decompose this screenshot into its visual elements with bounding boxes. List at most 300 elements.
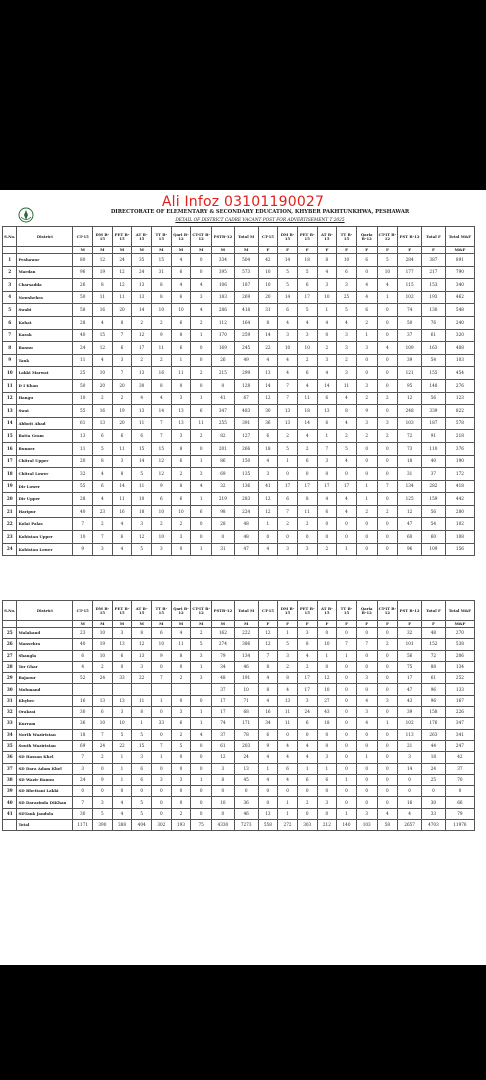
cell-ct-it-b-12: 1 bbox=[191, 455, 212, 468]
cell-qari-b-12: 3 bbox=[171, 531, 191, 544]
cell-tt-b-15: 11 bbox=[152, 342, 172, 355]
cell-ct-it-b-12: 0 bbox=[377, 752, 398, 763]
cell-qari-b-12: 11 bbox=[171, 639, 191, 650]
cell-dm-b-15: 6 bbox=[278, 763, 298, 774]
cell-total-f: 18 bbox=[422, 752, 446, 763]
cell-tt-b-15: 0 bbox=[337, 718, 357, 729]
cell-ct-it-b-12: 3 bbox=[191, 673, 212, 684]
total-row bbox=[3, 820, 475, 831]
column-header-total-f: Total F bbox=[422, 227, 446, 247]
cell-total-m-f: 172 bbox=[445, 468, 474, 481]
district-name: Bunner bbox=[17, 442, 73, 455]
serial-number: 28 bbox=[3, 661, 17, 672]
serial-number: 16 bbox=[3, 442, 17, 455]
cell-ct-15: 52 bbox=[73, 673, 93, 684]
table-row bbox=[3, 786, 475, 797]
cell-dm-b-15: 6 bbox=[278, 493, 298, 506]
serial-number: 23 bbox=[3, 531, 17, 544]
cell-pstb-12: 98 bbox=[212, 505, 235, 518]
subheader-cell: M bbox=[171, 247, 191, 254]
cell-ct-15: 58 bbox=[73, 304, 93, 317]
cell-qaria-b-12: 0 bbox=[356, 442, 377, 455]
cell-at-b-15: 4 bbox=[317, 316, 337, 329]
table-row bbox=[3, 480, 475, 493]
subheader-cell: M bbox=[191, 247, 212, 254]
cell-dm-b-15: 4 bbox=[93, 468, 113, 481]
cell-dm-b-15: 3 bbox=[278, 650, 298, 661]
cell-tt-b-15: 0 bbox=[152, 808, 172, 819]
cell-ct-15: 41 bbox=[258, 480, 278, 493]
cell-ct-it-b-12: 0 bbox=[191, 442, 212, 455]
cell-qaria-b-12: 0 bbox=[356, 266, 377, 279]
subheader-cell: M bbox=[212, 621, 235, 628]
cell-dm-b-15: 2 bbox=[278, 430, 298, 443]
cell-total-m: 418 bbox=[234, 304, 258, 317]
cell-dm-b-15: 7 bbox=[93, 729, 113, 740]
cell-ct-15: 558 bbox=[258, 820, 278, 831]
cell-at-b-15: 18 bbox=[132, 505, 152, 518]
table-row bbox=[3, 266, 475, 279]
subheader-cell: F bbox=[337, 621, 357, 628]
table-row bbox=[3, 442, 475, 455]
district-name: Total bbox=[17, 820, 73, 831]
cell-at-b-15: 13 bbox=[132, 367, 152, 380]
cell-at-b-15: 22 bbox=[132, 673, 152, 684]
cell-qaria-b-12: 0 bbox=[356, 740, 377, 751]
cell-tt-b-15: 0 bbox=[337, 468, 357, 481]
cell-dm-b-15: 1 bbox=[278, 808, 298, 819]
cell-tt-b-15: 1 bbox=[337, 650, 357, 661]
cell-total-m: 299 bbox=[234, 367, 258, 380]
table-row bbox=[3, 505, 475, 518]
cell-tt-b-15: 10 bbox=[152, 304, 172, 317]
cell-dm-b-15: 2 bbox=[93, 392, 113, 405]
serial-number: 12 bbox=[3, 392, 17, 405]
serial-number: 7 bbox=[3, 329, 17, 342]
cell-tt-b-15: 11 bbox=[337, 379, 357, 392]
cell-pstb-12: 162 bbox=[212, 628, 235, 639]
subheader-cell: F bbox=[258, 247, 278, 254]
cell-dm-b-15: 5 bbox=[93, 442, 113, 455]
district-name: SD Hassan Khel bbox=[17, 752, 73, 763]
cell-ct-it-b-12: 0 bbox=[191, 354, 212, 367]
cell-pet-b-15: 3 bbox=[112, 628, 132, 639]
cell-total-m: 483 bbox=[234, 405, 258, 418]
cell-pet-b-15: 3 bbox=[112, 354, 132, 367]
district-name: SD Bhettani Lakki bbox=[17, 786, 73, 797]
subheader-cell: M bbox=[132, 621, 152, 628]
cell-pstb-12: 28 bbox=[212, 518, 235, 531]
cell-dm-b-15: 5 bbox=[278, 639, 298, 650]
cell-pstb-12: 17 bbox=[212, 707, 235, 718]
district-name: SD Darazinda DIKhan bbox=[17, 797, 73, 808]
cell-dm-b-15: 10 bbox=[93, 628, 113, 639]
subheader-cell: M bbox=[112, 247, 132, 254]
cell-qaria-b-12: 0 bbox=[356, 729, 377, 740]
cell-tt-b-15: 8 bbox=[152, 291, 172, 304]
subheader-cell: M bbox=[93, 621, 113, 628]
cell-at-b-15: 0 bbox=[317, 329, 337, 342]
cell-total-f: 282 bbox=[422, 480, 446, 493]
cell-total-f: 163 bbox=[422, 342, 446, 355]
serial-number: 9 bbox=[3, 354, 17, 367]
cell-dm-b-15: 11 bbox=[278, 707, 298, 718]
cell-ct-it-b-12: 0 bbox=[377, 518, 398, 531]
cell-pstb-12: 201 bbox=[212, 442, 235, 455]
cell-dm-b-15: 10 bbox=[93, 367, 113, 380]
cell-pet-b-15: 4 bbox=[297, 379, 317, 392]
serial-number: 31 bbox=[3, 695, 17, 706]
table-row bbox=[3, 752, 475, 763]
cell-at-b-15: 13 bbox=[132, 650, 152, 661]
cell-pst-b-12: 101 bbox=[398, 639, 422, 650]
column-header-ct-15: CT-15 bbox=[73, 227, 93, 247]
cell-total-f: 110 bbox=[422, 442, 446, 455]
cell-ct-it-b-12: 2 bbox=[377, 392, 398, 405]
cell-ct-it-b-12: 0 bbox=[191, 342, 212, 355]
cell-tt-b-15: 7 bbox=[152, 673, 172, 684]
cell-tt-b-15: 302 bbox=[152, 820, 172, 831]
cell-pet-b-15: 13 bbox=[112, 639, 132, 650]
cell-pet-b-15: 7 bbox=[112, 329, 132, 342]
cell-qari-b-12: 6 bbox=[171, 718, 191, 729]
cell-total-f: 4703 bbox=[422, 820, 446, 831]
serial-number: 8 bbox=[3, 342, 17, 355]
cell-pstb-12: 274 bbox=[212, 639, 235, 650]
cell-tt-b-15: 15 bbox=[152, 254, 172, 267]
cell-qari-b-12: 3 bbox=[171, 774, 191, 785]
cell-pst-b-12: 17 bbox=[398, 673, 422, 684]
cell-dm-b-15: 10 bbox=[93, 718, 113, 729]
cell-at-b-15: 43 bbox=[317, 707, 337, 718]
cell-pet-b-15: 17 bbox=[297, 480, 317, 493]
district-name: Tank bbox=[17, 354, 73, 367]
cell-ct-it-b-12: 4 bbox=[191, 279, 212, 292]
cell-pst-b-12: 95 bbox=[398, 379, 422, 392]
serial-number: 2 bbox=[3, 266, 17, 279]
cell-total-m: 0 bbox=[234, 786, 258, 797]
cell-total-m: 24 bbox=[234, 752, 258, 763]
cell-total-m: 13 bbox=[234, 763, 258, 774]
cell-at-b-15: 4 bbox=[317, 266, 337, 279]
cell-ct-it-b-12: 3 bbox=[377, 695, 398, 706]
district-name: North Waziristan bbox=[17, 729, 73, 740]
cell-total-f: 33 bbox=[422, 808, 446, 819]
cell-pst-b-12: 31 bbox=[398, 468, 422, 481]
column-header-ct-15: CT-15 bbox=[73, 601, 93, 621]
cell-total-m: 150 bbox=[234, 455, 258, 468]
cell-tt-b-15: 0 bbox=[337, 707, 357, 718]
cell-at-b-15: 11 bbox=[132, 417, 152, 430]
cell-pst-b-12: 72 bbox=[398, 430, 422, 443]
cell-total-m-f: 270 bbox=[445, 628, 474, 639]
cell-ct-it-b-12: 0 bbox=[191, 379, 212, 392]
cell-at-b-15: 5 bbox=[132, 468, 152, 481]
table-row bbox=[3, 684, 475, 695]
cell-ct-15: 13 bbox=[73, 430, 93, 443]
subheader-cell: F bbox=[422, 621, 446, 628]
serial-number: 11 bbox=[3, 379, 17, 392]
cell-total-f: 54 bbox=[422, 354, 446, 367]
cell-tt-b-15: 3 bbox=[337, 367, 357, 380]
cell-dm-b-15: 5 bbox=[278, 266, 298, 279]
cell-tt-b-15: 3 bbox=[337, 279, 357, 292]
cell-ct-it-b-12: 6 bbox=[191, 405, 212, 418]
cell-total-f: 155 bbox=[422, 367, 446, 380]
cell-at-b-15: 6 bbox=[132, 430, 152, 443]
table-row bbox=[3, 518, 475, 531]
cell-tt-b-15: 2 bbox=[152, 354, 172, 367]
gender-subheader-row bbox=[3, 621, 475, 628]
cell-total-m-f: 408 bbox=[445, 342, 474, 355]
cell-dm-b-15: 4 bbox=[93, 354, 113, 367]
cell-pet-b-15 bbox=[112, 684, 132, 695]
cell-tt-b-15: 33 bbox=[152, 718, 172, 729]
cell-ct-it-b-12: 58 bbox=[377, 820, 398, 831]
cell-qari-b-12: 5 bbox=[171, 740, 191, 751]
table-row bbox=[3, 367, 475, 380]
district-name: Peshawar bbox=[17, 254, 73, 267]
cell-pst-b-12: 75 bbox=[398, 661, 422, 672]
cell-tt-b-15: 6 bbox=[152, 493, 172, 506]
cell-pstb-12: 219 bbox=[212, 493, 235, 506]
cell-dm-b-15: 2 bbox=[278, 518, 298, 531]
cell-total-f: 152 bbox=[422, 639, 446, 650]
district-name: Khyber bbox=[17, 695, 73, 706]
cell-ct-15: 24 bbox=[73, 774, 93, 785]
cell-at-b-15: 10 bbox=[132, 493, 152, 506]
cell-qaria-b-12: 3 bbox=[356, 417, 377, 430]
serial-number: 20 bbox=[3, 493, 17, 506]
cell-pet-b-15: 8 bbox=[297, 493, 317, 506]
document-subtitle: DETAIL OF DISTRICT CADRE VACANT POST FOR ADVERTISEMENT T 2025 bbox=[175, 218, 345, 223]
cell-pstb-12: 41 bbox=[212, 392, 235, 405]
cell-ct-15: 12 bbox=[258, 493, 278, 506]
cell-total-m: 164 bbox=[234, 316, 258, 329]
serial-number: 26 bbox=[3, 639, 17, 650]
cell-total-f: 130 bbox=[422, 304, 446, 317]
cell-pst-b-12: 2657 bbox=[398, 820, 422, 831]
cell-ct-15: 0 bbox=[258, 531, 278, 544]
subheader-cell: M&F bbox=[445, 247, 474, 254]
cell-total-f: 76 bbox=[422, 316, 446, 329]
cell-tt-b-15: 3 bbox=[152, 774, 172, 785]
cell-total-m-f: 578 bbox=[445, 417, 474, 430]
cell-tt-b-15: 2 bbox=[152, 518, 172, 531]
cell-at-b-15: 0 bbox=[317, 531, 337, 544]
cell-qaria-b-12: 0 bbox=[356, 797, 377, 808]
cell-pet-b-15: 8 bbox=[112, 316, 132, 329]
cell-pst-b-12: 115 bbox=[398, 279, 422, 292]
cell-dm-b-15: 4 bbox=[278, 316, 298, 329]
table-row bbox=[3, 316, 475, 329]
cell-at-b-15: 3 bbox=[132, 752, 152, 763]
cell-dm-b-15: 9 bbox=[93, 774, 113, 785]
cell-at-b-15: 13 bbox=[132, 291, 152, 304]
cell-total-m-f: 167 bbox=[445, 695, 474, 706]
column-header-qari-b-12: Qari B-12 bbox=[171, 227, 191, 247]
cell-qari-b-12: 4 bbox=[171, 628, 191, 639]
cell-total-m-f: 240 bbox=[445, 316, 474, 329]
district-name: Batta Gram bbox=[17, 430, 73, 443]
cell-ct-it-b-12: 1 bbox=[191, 774, 212, 785]
table-row bbox=[3, 650, 475, 661]
cell-total-m: 191 bbox=[234, 673, 258, 684]
serial-number bbox=[3, 820, 17, 831]
cell-pst-b-12: 113 bbox=[398, 729, 422, 740]
cell-total-m-f: 190 bbox=[445, 455, 474, 468]
cell-tt-b-15: 3 bbox=[337, 329, 357, 342]
cell-at-b-15: 8 bbox=[317, 254, 337, 267]
cell-ct-it-b-12: 0 bbox=[377, 684, 398, 695]
column-header-ct-15: CT-15 bbox=[258, 227, 278, 247]
cell-tt-b-15: 8 bbox=[152, 279, 172, 292]
cell-ct-it-b-12: 0 bbox=[377, 740, 398, 751]
cell-qari-b-12: 0 bbox=[171, 763, 191, 774]
cell-total-m: 127 bbox=[234, 430, 258, 443]
district-name: Bannu bbox=[17, 342, 73, 355]
cell-qari-b-12: 0 bbox=[171, 786, 191, 797]
cell-qari-b-12: 3 bbox=[171, 430, 191, 443]
cell-pstb-12: 48 bbox=[212, 673, 235, 684]
subheader-cell: F bbox=[278, 247, 298, 254]
district-name: Mardan bbox=[17, 266, 73, 279]
cell-tt-b-15: 3 bbox=[152, 543, 172, 556]
cell-at-b-15: 1 bbox=[317, 430, 337, 443]
serial-number: 33 bbox=[3, 718, 17, 729]
cell-qaria-b-12: 3 bbox=[356, 808, 377, 819]
cell-total-f: 40 bbox=[422, 455, 446, 468]
subheader-cell: F bbox=[278, 621, 298, 628]
subheader-cell: F bbox=[377, 247, 398, 254]
cell-at-b-15: 1 bbox=[317, 763, 337, 774]
cell-ct-15: 96 bbox=[73, 266, 93, 279]
column-header-tt-b-15: TT B-15 bbox=[152, 601, 172, 621]
cell-total-m-f: 102 bbox=[445, 518, 474, 531]
cell-qari-b-12: 4 bbox=[171, 254, 191, 267]
cell-ct-it-b-12: 0 bbox=[377, 543, 398, 556]
cell-qaria-b-12: 3 bbox=[356, 379, 377, 392]
cell-ct-15: 34 bbox=[258, 718, 278, 729]
cell-pet-b-15: 0 bbox=[112, 786, 132, 797]
column-header-at-b-15: AT B-15 bbox=[132, 227, 152, 247]
cell-at-b-15: 0 bbox=[317, 468, 337, 481]
cell-qaria-b-12: 0 bbox=[356, 531, 377, 544]
cell-total-m-f: 252 bbox=[445, 673, 474, 684]
table-row bbox=[3, 254, 475, 267]
column-header-district: District bbox=[17, 601, 73, 621]
cell-pstb-12: 61 bbox=[212, 740, 235, 751]
cell-dm-b-15: 4 bbox=[93, 316, 113, 329]
cell-ct-it-b-12: 0 bbox=[191, 763, 212, 774]
cell-dm-b-15: 10 bbox=[93, 650, 113, 661]
cell-at-b-15: 10 bbox=[317, 291, 337, 304]
cell-ct-15: 18 bbox=[258, 442, 278, 455]
cell-qaria-b-12: 0 bbox=[356, 455, 377, 468]
cell-ct-15: 24 bbox=[73, 342, 93, 355]
cell-pstb-12: 37 bbox=[212, 684, 235, 695]
cell-at-b-15: 8 bbox=[132, 707, 152, 718]
cell-qaria-b-12: 4 bbox=[356, 695, 377, 706]
column-header-district: District bbox=[17, 227, 73, 247]
watermark-text: Ali Infoz 03101190027 bbox=[161, 194, 325, 210]
cell-total-m-f: 340 bbox=[445, 279, 474, 292]
cell-dm-b-15: 6 bbox=[93, 480, 113, 493]
cell-pet-b-15: 0 bbox=[297, 808, 317, 819]
cell-qari-b-12: 8 bbox=[171, 650, 191, 661]
subheader-cell: M bbox=[112, 621, 132, 628]
cell-dm-b-15: 24 bbox=[93, 673, 113, 684]
vacancy-table-part-2 bbox=[2, 600, 475, 831]
cell-pstb-12: 17 bbox=[212, 695, 235, 706]
cell-qari-b-12: 2 bbox=[171, 729, 191, 740]
cell-total-m-f: 156 bbox=[445, 543, 474, 556]
cell-ct-it-b-12: 1 bbox=[191, 543, 212, 556]
cell-total-m: 245 bbox=[234, 342, 258, 355]
district-name: Swat bbox=[17, 405, 73, 418]
cell-ct-15: 8 bbox=[258, 661, 278, 672]
cell-at-b-15: 5 bbox=[132, 729, 152, 740]
serial-number: 14 bbox=[3, 417, 17, 430]
cell-at-b-15: 6 bbox=[132, 774, 152, 785]
cell-total-f: 148 bbox=[422, 379, 446, 392]
cell-pstb-12: 0 bbox=[212, 379, 235, 392]
cell-ct-it-b-12: 11 bbox=[191, 417, 212, 430]
table-row bbox=[3, 707, 475, 718]
cell-ct-15: 16 bbox=[258, 707, 278, 718]
district-name: Shangla bbox=[17, 650, 73, 661]
cell-total-f: 61 bbox=[422, 329, 446, 342]
bottom-black-band bbox=[0, 965, 486, 1080]
cell-pet-b-15: 33 bbox=[112, 673, 132, 684]
cell-dm-b-15: 4 bbox=[278, 367, 298, 380]
cell-tt-b-15: 4 bbox=[337, 455, 357, 468]
district-name: Kohat bbox=[17, 316, 73, 329]
cell-tt-b-15: 4 bbox=[337, 417, 357, 430]
column-header-pet-b-15: PET B-15 bbox=[297, 601, 317, 621]
cell-dm-b-15 bbox=[93, 684, 113, 695]
cell-pet-b-15: 1 bbox=[112, 774, 132, 785]
cell-ct-it-b-12 bbox=[191, 684, 212, 695]
cell-pet-b-15: 20 bbox=[112, 417, 132, 430]
subheader-cell: M bbox=[191, 621, 212, 628]
subheader-cell: F bbox=[422, 247, 446, 254]
cell-tt-b-15: 16 bbox=[152, 367, 172, 380]
cell-ct-15: 3 bbox=[258, 468, 278, 481]
column-header-dm-b-15: DM B-15 bbox=[93, 227, 113, 247]
cell-pst-b-12: 0 bbox=[398, 774, 422, 785]
cell-at-b-15: 4 bbox=[317, 367, 337, 380]
cell-at-b-15: 1 bbox=[317, 304, 337, 317]
column-header-qaria-b-12: Qaria B-12 bbox=[356, 601, 377, 621]
cell-dm-b-15: 23 bbox=[93, 505, 113, 518]
cell-pstb-12: 334 bbox=[212, 254, 235, 267]
cell-at-b-15: 18 bbox=[317, 718, 337, 729]
column-header-pstb-12: PSTB-12 bbox=[212, 227, 235, 247]
cell-qari-b-12: 2 bbox=[171, 468, 191, 481]
cell-at-b-15: 3 bbox=[132, 661, 152, 672]
cell-ct-15: 12 bbox=[258, 628, 278, 639]
cell-ct-it-b-12: 1 bbox=[191, 392, 212, 405]
cell-pet-b-15: 22 bbox=[112, 740, 132, 751]
cell-dm-b-15: 11 bbox=[278, 718, 298, 729]
serial-number: 22 bbox=[3, 518, 17, 531]
cell-total-m-f: 320 bbox=[445, 329, 474, 342]
cell-ct-it-b-12: 1 bbox=[191, 718, 212, 729]
cell-ct-15: 1 bbox=[258, 518, 278, 531]
cell-total-f: 109 bbox=[422, 543, 446, 556]
cell-dm-b-15: 3 bbox=[278, 329, 298, 342]
